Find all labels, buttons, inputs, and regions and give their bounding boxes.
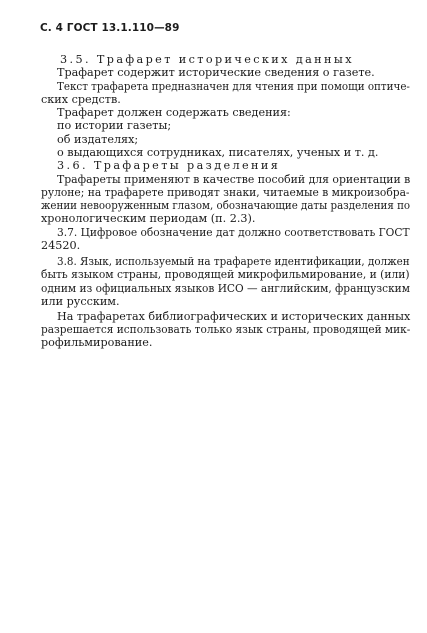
page-header: С. 4 ГОСТ 13.1.110—89 [40,22,180,34]
text-line: жении невооруженным глазом, обозначающие даты разделения по [41,199,411,212]
list-item: по истории газеты; [57,119,172,132]
text-line: хронологическим периодам (п. 2.3). [41,212,256,225]
text-line: рулоне; на трафарете приводят знаки, читаемые в микроизобра- [41,186,410,199]
text-line: ских средств. [41,93,121,106]
text-line: Трафарет содержит исторические сведения о газете. [57,66,375,79]
text-line: быть языком страны, проводящей микрофильмирование, и (или) [41,268,410,281]
text-line: разрешается использовать только язык страны, проводящей мик- [41,323,411,336]
paragraph-3-7: 3.7. Цифровое обозначение дат должно соответствовать ГОСТ [57,226,410,239]
text-line: рофильмирование. [41,336,153,349]
text-line: На трафаретах библиографических и исторических данных [57,310,411,323]
text-line: Трафарет должен содержать сведения: [57,106,291,119]
text-line: или русским. [41,295,120,308]
section-heading-3-6: 3.6. Трафареты разделения [57,159,281,172]
paragraph-3-8: 3.8. Язык, используемый на трафарете идентификации, должен [57,255,410,268]
list-item: об издателях; [57,133,139,146]
text-line: одним из официальных языков ИСО — английским, французским [41,282,410,295]
section-heading-3-5: 3.5. Трафарет исторических данных [60,53,354,66]
text-line: Текст трафарета предназначен для чтения при помощи оптиче- [57,80,410,93]
text-line: Трафареты применяют в качестве пособий для ориентации в [57,173,411,186]
text-line: 24520. [41,239,81,252]
list-item: о выдающихся сотрудниках, писателях, ученых и т. д. [57,146,379,159]
